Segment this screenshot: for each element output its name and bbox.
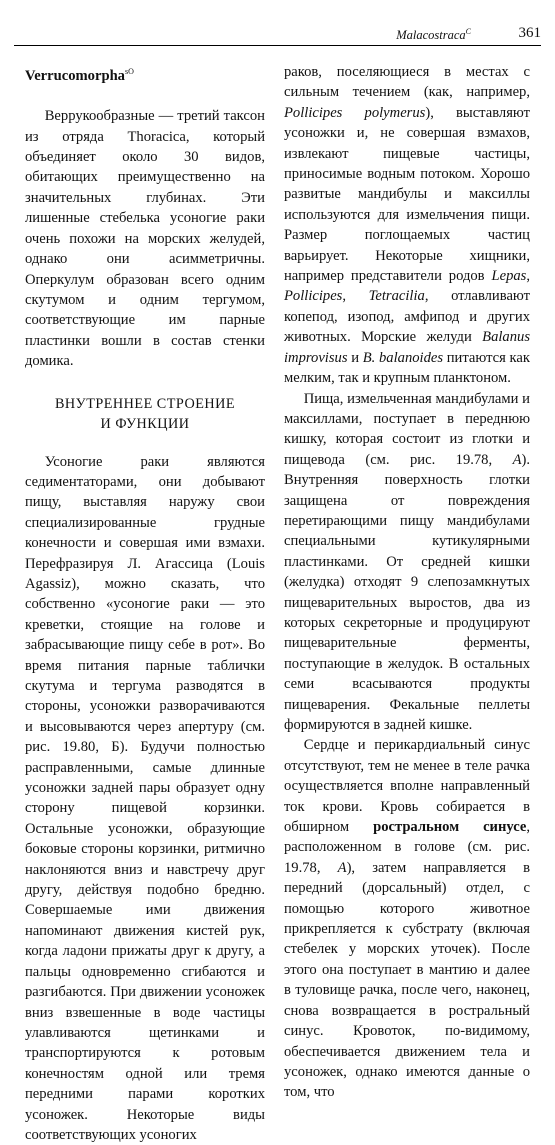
- genus-name: Tetracilia: [368, 288, 425, 305]
- section-heading-line1: ВНУТРЕННЕЕ СТРОЕНИЕ: [54, 395, 236, 412]
- text-run: ). Внутренняя поверхность глотки защищена от повреждения перетирающими пищу мандибулами специальными кутикулярными пластинками. От средней кишки (желудка) отходят 9 слепозамкнутых пищеварительных выростов, два из которых секреторные и продуцируют пищеварительные ферменты, поступающие в желудок. В остальных семи всасываются продукты пищеварения. Фекальные пеллеты формируются в задней кишке.: [284, 451, 530, 733]
- genus-name: Pollicipes: [284, 288, 343, 305]
- paragraph-intro: Веррукообразные — третий таксон из отряда Thoracica, который объединяет около 30 видов, обитающих преимущественно на значительных глубинах. Эти лишенные стебелька усоногие раки очень похожи на морских желудей, однако они асимметричны. Оперкулум образован всего одним скутумом и одним тергумом, соответствующие им парные пластинки вошли в состав стенки домика.: [25, 108, 265, 370]
- page-number: 361: [518, 25, 541, 41]
- running-title: [396, 27, 471, 43]
- text-run: раков, поселяющиеся в местах с сильным течением (как, например,: [284, 64, 530, 101]
- text-run: ), затем направляется в передний (дорсальный) отдел, с помощью которого животное прикрепляется к субстрату (включая стебелек у морских уточек). После этого она поступает в мантию и далее в туловище рачка, после чего, наконец, снова возвращается в ростральный синус. Кровоток, по-видимому, обеспечивается движением тела и усоножек, однако имеются данные о том, что: [284, 859, 530, 1101]
- figure-ref-letter: А: [337, 859, 347, 876]
- genus-name: Lepas: [491, 268, 527, 285]
- species-name: Pollicipes polymerus: [284, 104, 426, 121]
- section-title: [25, 62, 265, 86]
- text-run: Сердце и перикардиальный синус отсутствуют, тем не менее в теле рачка осуществляется вполне направленный ток крови. Кровь собирается в обширном: [284, 737, 530, 836]
- right-column: [284, 62, 530, 1103]
- section-title-text: Verrucomorpha: [25, 67, 125, 84]
- paragraph-digestion: [284, 389, 530, 736]
- term-bold: ростральном синусе: [373, 819, 527, 836]
- paragraph-feeding-continued: [284, 62, 530, 389]
- running-title-sup: C: [465, 27, 471, 36]
- text-run: , расположенном в голове (см. рис. 19.78,: [284, 819, 530, 876]
- paragraph-feeding: Усоногие раки являются седиментаторами, они добывают пищу, выставляя наружу свои специализированные грудные конечности и совершая ими взмахи. Перефразируя Л. Агассица (Louis Agassiz), можно сказать, что собственно «усоногие раки — это креветки, стоящие на голове и забрасывающие пищу себе в рот». Во время питания парные таблички скутума и тергума разводятся в стороны, усоножки разворачиваются и высовываются через апертуру (см. рис. 19.80, Б). Будучи полностью расправленными, самые длинные усоножки задней пары образует одну сторону пищевой корзинки. Остальные усоножки, образующие боковые стороны корзинки, ритмично наклоняются вниз и навстречу друг другу, действуя подобно бредню. Совершаемые ими движения напоминают движения кистей рук, когда ладони прижаты друг к другу, а пальцы одновременно сгибаются и разгибаются. При движении усоножек вниз взвешенные в воде частицы улавливаются щетинками и транспортируются к ротовым конечностям одной или тремя передними парами коротких усоножек. Некоторые виды соответствующих усоногих: [25, 453, 265, 1143]
- text-run: и: [347, 349, 363, 366]
- running-head: [14, 25, 541, 46]
- species-name: Balanus improvisus: [284, 329, 530, 366]
- section-title-sup: sO: [124, 67, 134, 76]
- text-run: Пища, измельченная мандибулами и максиллами, поступает в переднюю кишку, которая состоит из глотки и пищевода (см. рис. 19.78,: [284, 390, 530, 468]
- text-run: ), выставляют усоножки и, не совершая взмахов, извлекают пищевые частицы, приносимые водным потоком. Хорошо развитые мандибулы и максиллы используются для измельчения пищи. Размер поглощаемых частиц варьирует. Некоторые хищники, например представители родов: [284, 104, 530, 285]
- text-run: ,: [526, 268, 530, 285]
- section-heading-line2: И ФУНКЦИИ: [100, 415, 190, 432]
- species-name: B. balanoides: [362, 349, 444, 366]
- left-column: [25, 62, 265, 1145]
- paragraph-circulation: [284, 735, 530, 1102]
- section-heading: [25, 394, 265, 434]
- text-run: ,: [342, 288, 369, 305]
- text-run: , отлавливают копепод, изопод, амфипод и других животных. Морские желуди: [284, 288, 531, 346]
- figure-ref-letter: А: [512, 451, 522, 468]
- text-run: питаются как мелким, так и крупным планктоном.: [284, 349, 530, 387]
- running-title-text: Malacostraca: [396, 28, 466, 43]
